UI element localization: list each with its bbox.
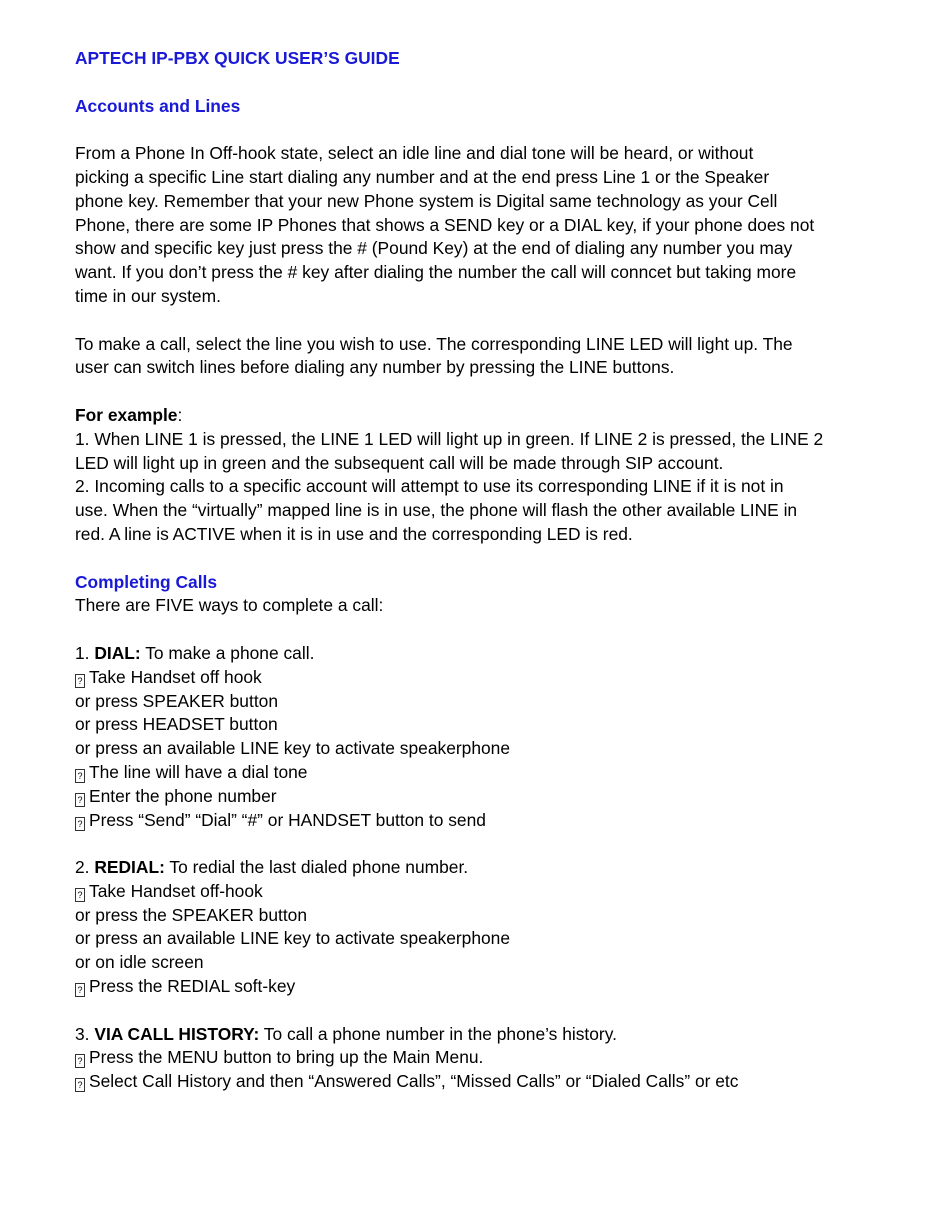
step-text: Enter the phone number	[89, 785, 277, 806]
step-text: Select Call History and then “Answered Calls”, “Missed Calls” or “Dialed Calls” or etc	[89, 1071, 739, 1092]
document-body	[75, 47, 865, 1094]
heading-completing-calls: Completing Calls	[75, 571, 218, 592]
text-line: use. When the “virtually” mapped line is in use, the phone will flash the other available LINE in	[75, 500, 798, 521]
step-line	[75, 951, 865, 975]
missing-glyph-icon: ?	[75, 674, 85, 688]
example-colon: :	[177, 404, 183, 425]
step-line	[75, 1070, 865, 1094]
missing-glyph-icon: ?	[75, 983, 85, 997]
method-title	[75, 642, 865, 666]
step-text: or press an available LINE key to activate speakerphone	[75, 928, 511, 949]
missing-glyph-icon: ?	[75, 793, 85, 807]
step-text: or press HEADSET button	[75, 714, 278, 735]
step-line	[75, 880, 865, 904]
step-line	[75, 809, 865, 833]
step-text: The line will have a dial tone	[89, 761, 308, 782]
text-line: show and specific key just press the # (Pound Key) at the end of dialing any number you may	[75, 238, 793, 259]
step-text: or press the SPEAKER button	[75, 904, 307, 925]
method-number: 2.	[75, 857, 95, 878]
method-number: 1.	[75, 642, 95, 663]
step-line	[75, 737, 865, 761]
step-line	[75, 927, 865, 951]
step-line	[75, 904, 865, 928]
text-line: picking a specific Line start dialing any number and at the end press Line 1 or the Speaker	[75, 166, 770, 187]
step-text: Press the REDIAL soft-key	[89, 976, 296, 997]
text-line: red. A line is ACTIVE when it is in use and the corresponding LED is red.	[75, 523, 633, 544]
step-line	[75, 666, 865, 690]
missing-glyph-icon: ?	[75, 1078, 85, 1092]
step-text: or press SPEAKER button	[75, 690, 278, 711]
method-title	[75, 856, 865, 880]
step-line	[75, 1046, 865, 1070]
text-line: user can switch lines before dialing any number by pressing the LINE buttons.	[75, 357, 675, 378]
missing-glyph-icon: ?	[75, 817, 85, 831]
step-line	[75, 785, 865, 809]
text-line: phone key. Remember that your new Phone system is Digital same technology as your Cell	[75, 190, 778, 211]
step-line	[75, 761, 865, 785]
text-line: want. If you don’t press the # key after dialing the number the call will conncet but taking more	[75, 262, 797, 283]
step-text: or press an available LINE key to activate speakerphone	[75, 738, 511, 759]
completing-intro: There are FIVE ways to complete a call:	[75, 595, 384, 616]
method-label: DIAL:	[94, 642, 141, 663]
heading-accounts-and-lines: Accounts and Lines	[75, 95, 241, 116]
method-description: To redial the last dialed phone number.	[164, 857, 469, 878]
method-label: REDIAL:	[94, 857, 165, 878]
method-label: VIA CALL HISTORY:	[94, 1023, 260, 1044]
missing-glyph-icon: ?	[75, 888, 85, 902]
paragraph-offhook	[75, 142, 865, 309]
text-line: LED will light up in green and the subsequent call will be made through SIP account.	[75, 452, 724, 473]
method-description: To make a phone call.	[140, 642, 315, 663]
missing-glyph-icon: ?	[75, 1054, 85, 1068]
text-line: 2. Incoming calls to a specific account will attempt to use its corresponding LINE if it is not in	[75, 476, 784, 497]
step-line	[75, 713, 865, 737]
step-text: or on idle screen	[75, 952, 204, 973]
method-description: To call a phone number in the phone’s history.	[259, 1023, 617, 1044]
method-dial	[75, 642, 865, 832]
step-text: Press the MENU button to bring up the Main Menu.	[89, 1047, 484, 1068]
example-heading	[75, 404, 865, 428]
step-text: Press “Send” “Dial” “#” or HANDSET button to send	[89, 809, 486, 830]
method-title	[75, 1023, 865, 1047]
paragraph-make-call	[75, 333, 865, 381]
text-line: Phone, there are some IP Phones that shows a SEND key or a DIAL key, if your phone does not	[75, 214, 815, 235]
text-line: time in our system.	[75, 285, 221, 306]
document-title: APTECH IP-PBX QUICK USER’S GUIDE	[75, 48, 400, 68]
missing-glyph-icon: ?	[75, 769, 85, 783]
method-call-history	[75, 1023, 865, 1094]
step-line	[75, 975, 865, 999]
step-line	[75, 690, 865, 714]
example-list	[75, 428, 865, 547]
step-text: Take Handset off hook	[89, 666, 262, 687]
example-label: For example	[75, 404, 178, 425]
method-redial	[75, 856, 865, 999]
text-line: From a Phone In Off-hook state, select an idle line and dial tone will be heard, or without	[75, 143, 754, 164]
text-line: 1. When LINE 1 is pressed, the LINE 1 LED will light up in green. If LINE 2 is pressed, the LINE 2	[75, 428, 824, 449]
step-text: Take Handset off-hook	[89, 880, 263, 901]
text-line: To make a call, select the line you wish to use. The corresponding LINE LED will light up. The	[75, 333, 793, 354]
method-number: 3.	[75, 1023, 95, 1044]
